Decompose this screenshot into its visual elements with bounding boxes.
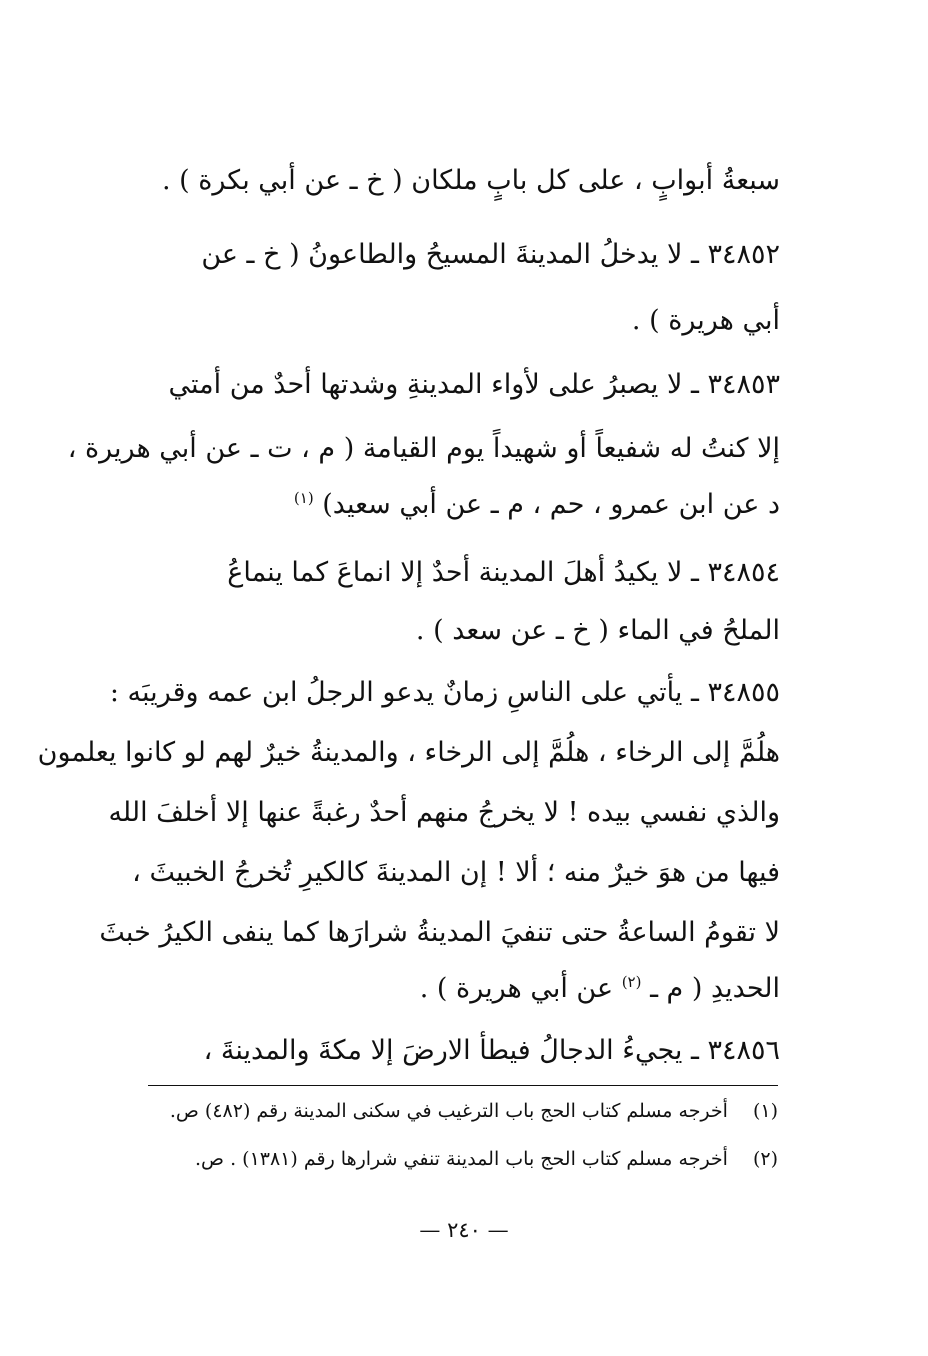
text-line-1: سبعةُ أبوابٍ ، على كل بابٍ ملكان ( خ ـ عن أبي بكرة ) . — [161, 165, 780, 196]
text-line-9: ٣٤٨٥٥ ـ يأتي على الناسِ زمانٌ يدعو الرجلُ ابن عمه وقريبَه : — [109, 677, 780, 708]
footnote-1 — [170, 1100, 778, 1122]
footnote-text: أخرجه مسلم كتاب الحج باب الترغيب في سكنى المدينة رقم (٤٨٢) ص. — [169, 1100, 728, 1122]
text-line-3: أبي هريرة ) . — [631, 305, 780, 336]
text-line-14-end: عن أبي هريرة ) . — [419, 973, 614, 1004]
text-line-4: ٣٤٨٥٣ ـ لا يصبرُ على لأواء المدينةِ وشدتها أحدٌ من أمتي — [168, 369, 780, 400]
text-line-10: هلُمَّ إلى الرخاء ، هلُمَّ إلى الرخاء ، والمدينةُ خيرٌ لهم لو كانوا يعلمون — [37, 737, 780, 768]
text-line-14 — [420, 956, 780, 1022]
footnote-2 — [195, 1148, 778, 1170]
text-line-8: الملحُ في الماء ( خ ـ عن سعد ) . — [415, 615, 780, 646]
page-number: — ٢٤٠ — — [419, 1218, 509, 1242]
text-line-7: ٣٤٨٥٤ ـ لا يكيدُ أهلَ المدينة أحدٌ إلا انماعَ كما ينماعُ — [227, 557, 780, 588]
footnote-ref-2: (٢) — [621, 973, 642, 991]
text-line-13: لا تقومُ الساعةُ حتى تنفيَ المدينةُ شرارَها كما ينفى الكيرُ خبثَ — [99, 917, 780, 948]
text-line-15: ٣٤٨٥٦ ـ يجيءُ الدجالُ فيطأ الارضَ إلا مكةَ والمدينةَ ، — [203, 1035, 780, 1066]
main-text — [37, 0, 780, 1080]
text-line-6 — [294, 472, 780, 538]
footnote-ref-1: (١) — [293, 489, 314, 507]
text-line-11: والذي نفسي بيده ! لا يخرجُ منهم أحدٌ رغبةً عنها إلا أخلفَ الله — [108, 797, 780, 828]
text-line-5: إلا كنتُ له شفيعاً أو شهيداً يوم القيامة ( م ، ت ـ عن أبي هريرة ، — [67, 433, 780, 464]
text-line-2: ٣٤٨٥٢ ـ لا يدخلُ المدينةَ المسيحُ والطاعونُ ( خ ـ عن — [201, 239, 780, 270]
text-line-14-start: الحديدِ ( م ـ — [650, 973, 780, 1004]
text-line-6-body: د عن ابن عمرو ، حم ، م ـ عن أبي سعيد) — [322, 489, 780, 520]
footnote-text: أخرجه مسلم كتاب الحج باب المدينة تنفي شرارها رقم (١٣٨١) . ص. — [195, 1148, 728, 1170]
footnote-number: (٢) — [752, 1148, 778, 1170]
footnote-divider — [148, 1085, 778, 1086]
footnote-number: (١) — [752, 1100, 778, 1122]
text-line-12: فيها من هوَ خيرٌ منه ؛ ألا ! إن المدينةَ كالكيرِ تُخرجُ الخبيثَ ، — [132, 857, 780, 888]
